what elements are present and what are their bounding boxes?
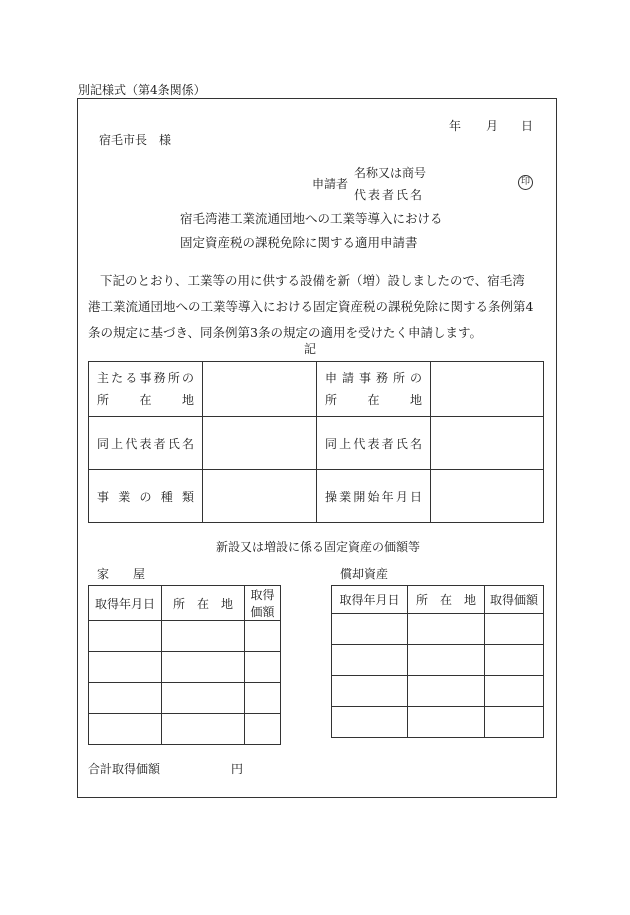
table-cell [89,683,162,714]
rep-name-value-a [203,417,317,470]
main-office-value [203,362,317,417]
applicant-name-label: 名称又は商号 [354,166,427,180]
table-cell [332,614,408,645]
depreciable-header-date: 取得年月日 [332,586,408,614]
table-cell [89,714,162,745]
table-cell [485,707,544,738]
table-cell [245,621,281,652]
start-date-value [431,470,544,523]
depreciable-header-price: 取得価額 [485,586,544,614]
table-cell [162,621,245,652]
rep-name-value-b [431,417,544,470]
depreciable-label: 償却資産 [340,567,389,581]
addressee: 宿毛市長 様 [99,133,172,147]
table-cell [332,707,408,738]
table-cell [162,652,245,683]
applicant-rep-label: 代表者氏名 [354,188,425,202]
date-day: 日 [521,119,534,133]
title-line2: 固定資産税の課税免除に関する適用申請書 [180,235,418,250]
main-office-label: 主たる事務所の 所 在 地 [89,362,203,417]
apply-office-label: 申請事務所の 所 在 地 [317,362,431,417]
date-month: 月 [486,119,499,133]
total-label: 合計取得価額 [88,762,161,776]
table-cell [332,676,408,707]
table-cell [245,714,281,745]
table-cell [332,645,408,676]
table-cell [485,614,544,645]
applicant-label: 申請者 [312,177,349,191]
table-cell [408,707,485,738]
body-text: 下記のとおり、工業等の用に供する設備を新（増）設しましたので、宿毛湾港工業流通団地への工業等導入における固定資産税の課税免除に関する条例第4条の規定に基づき、同条例第3条の規定の適用を受けたく申請します。 [88,273,534,340]
date-year: 年 [449,119,462,133]
apply-office-value [431,362,544,417]
table-cell [245,652,281,683]
business-type-value [203,470,317,523]
info-table [88,361,544,523]
depreciable-header-location: 所 在 地 [408,586,485,614]
table-cell [408,614,485,645]
total-unit: 円 [231,762,244,776]
depreciable-table [331,585,544,738]
table-cell [89,621,162,652]
table-cell [162,714,245,745]
table-cell [485,645,544,676]
rep-name-label-a: 同上代表者氏名 [89,417,203,470]
business-type-label: 事業の種類 [89,470,203,523]
table-cell [162,683,245,714]
start-date-label: 操業開始年月日 [317,470,431,523]
title-line1: 宿毛湾港工業流通団地への工業等導入における [180,211,443,226]
houses-table [88,585,281,745]
assets-title: 新設又は増設に係る固定資産の価額等 [216,540,421,554]
houses-header-date: 取得年月日 [89,586,162,621]
houses-header-price: 取得価額 [245,586,281,621]
seal-icon: 印 [518,175,533,190]
table-cell [89,652,162,683]
table-cell [245,683,281,714]
rep-name-label-b: 同上代表者氏名 [317,417,431,470]
ki-label: 記 [304,342,317,356]
table-cell [408,645,485,676]
form-header: 別記様式（第4条関係） [78,83,206,97]
houses-label: 家 屋 [97,567,146,581]
table-cell [485,676,544,707]
houses-header-location: 所 在 地 [162,586,245,621]
table-cell [408,676,485,707]
